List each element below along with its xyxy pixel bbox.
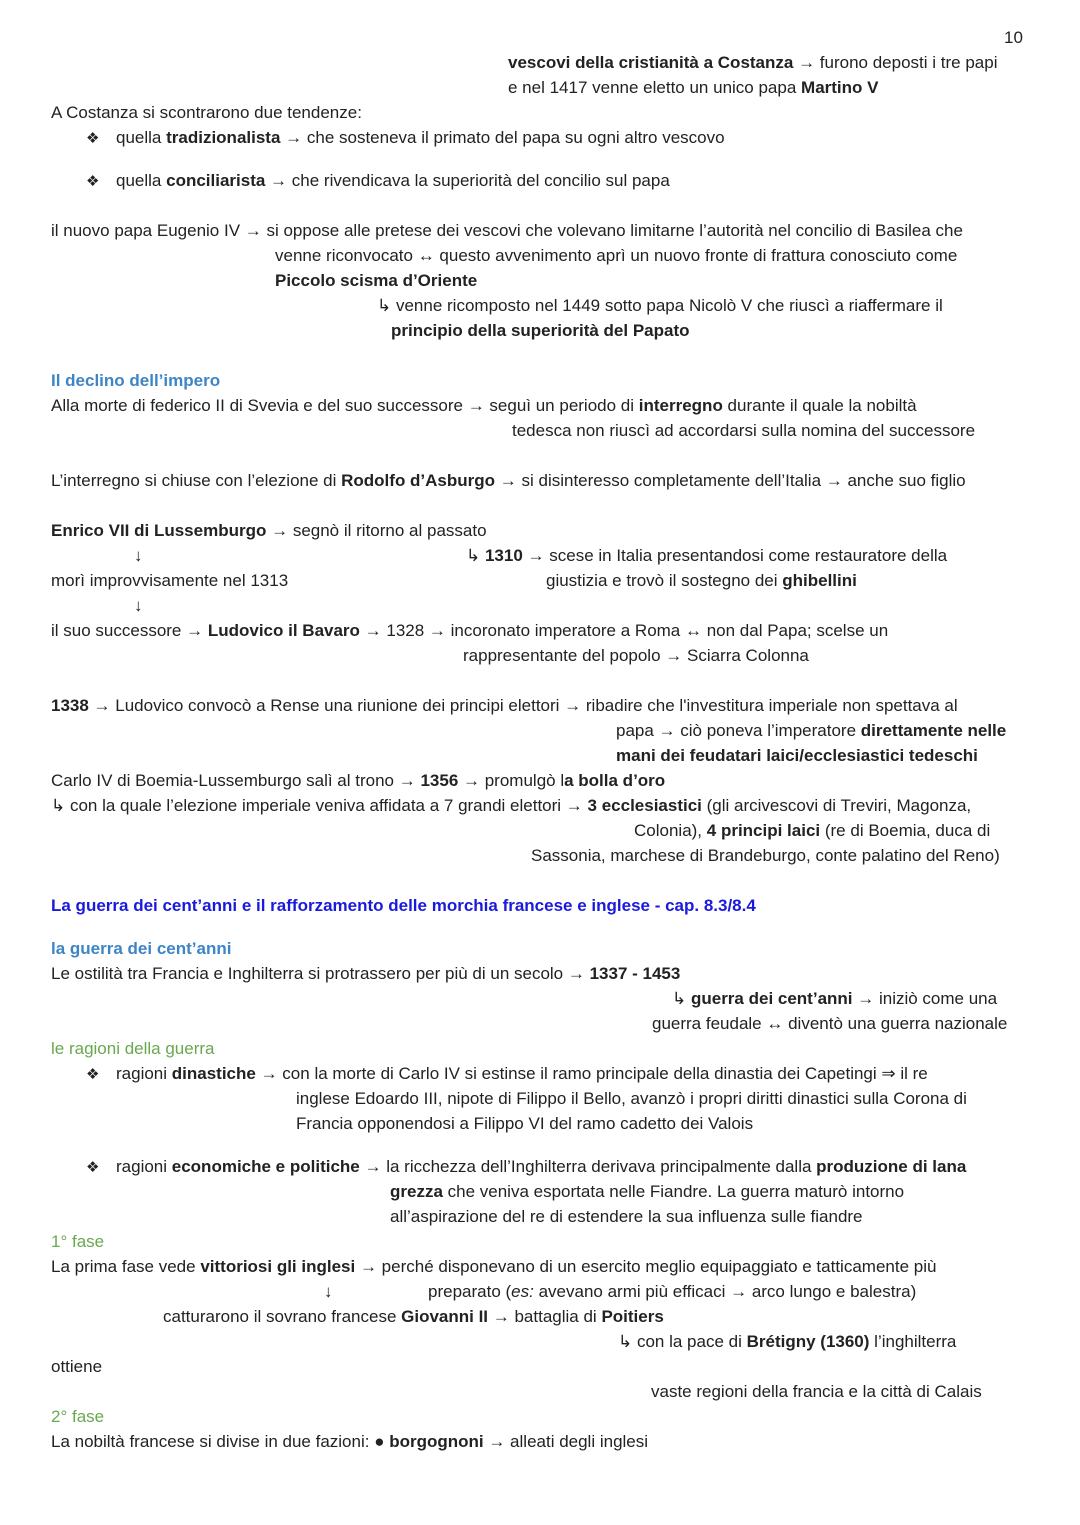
text-line: tedesca non riuscì ad accordarsi sulla nomina del successore bbox=[512, 421, 976, 440]
text-line: inglese Edoardo III, nipote di Filippo il Bello, avanzò i propri diritti dinastici sulla Corona di bbox=[296, 1089, 967, 1108]
text-line: papa → ciò poneva l’imperatore direttamente nelle bbox=[616, 721, 1007, 740]
text-line: il suo successore → Ludovico il Bavaro → 1328 → incoronato imperatore a Roma ↔ non dal Papa; scelse un bbox=[51, 621, 889, 640]
text-line: guerra feudale ↔ diventò una guerra nazionale bbox=[652, 1014, 1008, 1033]
text-line: principio della superiorità del Papato bbox=[391, 321, 690, 340]
bullet-icon: ❖ bbox=[86, 1066, 100, 1083]
text-line: il nuovo papa Eugenio IV → si oppose alle pretese dei vescovi che volevano limitarne l’autorità nel concilio di Basilea che bbox=[51, 221, 963, 240]
text-line: Colonia), 4 principi laici (re di Boemia, duca di bbox=[634, 821, 991, 840]
text-line: Sassonia, marchese di Brandeburgo, conte palatino del Reno) bbox=[531, 846, 1000, 865]
text-line: A Costanza si scontrarono due tendenze: bbox=[51, 103, 362, 122]
text-line: 1338 → Ludovico convocò a Rense una riunione dei principi elettori → ribadire che l'investitura imperiale non spettava al bbox=[51, 696, 958, 715]
text-line: Carlo IV di Boemia-Lussemburgo salì al trono → 1356 → promulgò la bolla d’oro bbox=[51, 771, 666, 790]
text-line: vaste regioni della francia e la città di Calais bbox=[651, 1382, 982, 1401]
section-heading: la guerra dei cent’anni bbox=[51, 939, 232, 958]
subsection-heading: le ragioni della guerra bbox=[51, 1039, 215, 1058]
text-line: Le ostilità tra Francia e Inghilterra si protrassero per più di un secolo → 1337 - 1453 bbox=[51, 964, 681, 983]
bullet-icon: ❖ bbox=[86, 173, 100, 190]
bullet-item: ❖ quella tradizionalista → che sosteneva il primato del papa su ogni altro vescovo bbox=[86, 128, 725, 147]
subsection-heading: 1° fase bbox=[51, 1232, 105, 1251]
text-line: Enrico VII di Lussemburgo → segnò il ritorno al passato bbox=[51, 521, 487, 540]
text-line: rappresentante del popolo → Sciarra Colonna bbox=[463, 646, 809, 665]
text-line: all’aspirazione del re di estendere la sua influenza sulle fiandre bbox=[390, 1207, 863, 1226]
text-line: ↳ con la quale l’elezione imperiale veniva affidata a 7 grandi elettori → 3 ecclesiastici (gli arcivescovi di Treviri, Magonza, bbox=[51, 796, 972, 815]
text-line: venne riconvocato ↔ questo avvenimento aprì un nuovo fronte di frattura conosciuto come bbox=[275, 246, 958, 265]
arrow-down-icon: ↓ bbox=[324, 1282, 333, 1301]
text-line: vescovi della cristianità a Costanza → furono deposti i tre papi bbox=[508, 53, 998, 72]
text-line: ↳ con la pace di Brétigny (1360) l’inghilterra bbox=[618, 1332, 957, 1351]
bullet-icon: ❖ bbox=[86, 1159, 100, 1176]
arrow-down-icon: ↓ bbox=[134, 596, 143, 615]
text-line: mani dei feudatari laici/ecclesiastici tedeschi bbox=[616, 746, 978, 765]
text-line: ↳ venne ricomposto nel 1449 sotto papa Nicolò V che riuscì a riaffermare il bbox=[377, 296, 943, 315]
section-heading: Il declino dell’impero bbox=[51, 371, 221, 390]
text-line: preparato (es: avevano armi più efficaci → arco lungo e balestra) bbox=[428, 1282, 917, 1301]
text-line: giustizia e trovò il sostegno dei ghibellini bbox=[546, 571, 857, 590]
text-line: e nel 1417 venne eletto un unico papa Martino V bbox=[508, 78, 879, 97]
text-line: Francia opponendosi a Filippo VI del ramo cadetto dei Valois bbox=[296, 1114, 754, 1133]
text-line: catturarono il sovrano francese Giovanni II → battaglia di Poitiers bbox=[163, 1307, 664, 1326]
text-line: ottiene bbox=[51, 1357, 103, 1376]
text-line: ↳ 1310 → scese in Italia presentandosi come restauratore della bbox=[466, 546, 948, 565]
bullet-item: ❖ ragioni dinastiche → con la morte di Carlo IV si estinse il ramo principale della dinastia dei Capetingi ⇒ il re bbox=[86, 1064, 928, 1083]
bullet-item: ❖ quella conciliarista → che rivendicava la superiorità del concilio sul papa bbox=[86, 171, 670, 190]
subsection-heading: 2° fase bbox=[51, 1407, 105, 1426]
arrow-down-icon: ↓ bbox=[134, 546, 143, 565]
text-line: grezza che veniva esportata nelle Fiandre. La guerra maturò intorno bbox=[390, 1182, 905, 1201]
page-number: 10 bbox=[1004, 28, 1023, 47]
bullet-item: ❖ ragioni economiche e politiche → la ricchezza dell’Inghilterra derivava principalmente dalla produzione di lana bbox=[86, 1157, 967, 1176]
text-line: ↳ guerra dei cent’anni → iniziò come una bbox=[672, 989, 998, 1008]
text-line: Piccolo scisma d’Oriente bbox=[275, 271, 478, 290]
text-line: La nobiltà francese si divise in due fazioni: ● borgognoni → alleati degli inglesi bbox=[51, 1432, 649, 1451]
text-line: La prima fase vede vittoriosi gli inglesi → perché disponevano di un esercito meglio equipaggiato e tatticamente più bbox=[51, 1257, 937, 1276]
text-line: L’interregno si chiuse con l’elezione di Rodolfo d’Asburgo → si disinteresso completamente dell’Italia → anche suo figlio bbox=[51, 471, 966, 490]
text-line: morì improvvisamente nel 1313 bbox=[51, 571, 289, 590]
text-line: Alla morte di federico II di Svevia e del suo successore → seguì un periodo di interregno durante il quale la nobiltà bbox=[51, 396, 917, 415]
bullet-icon: ❖ bbox=[86, 130, 100, 147]
chapter-heading: La guerra dei cent’anni e il rafforzamento delle morchia francese e inglese - cap. 8.3/8.4 bbox=[51, 896, 756, 915]
